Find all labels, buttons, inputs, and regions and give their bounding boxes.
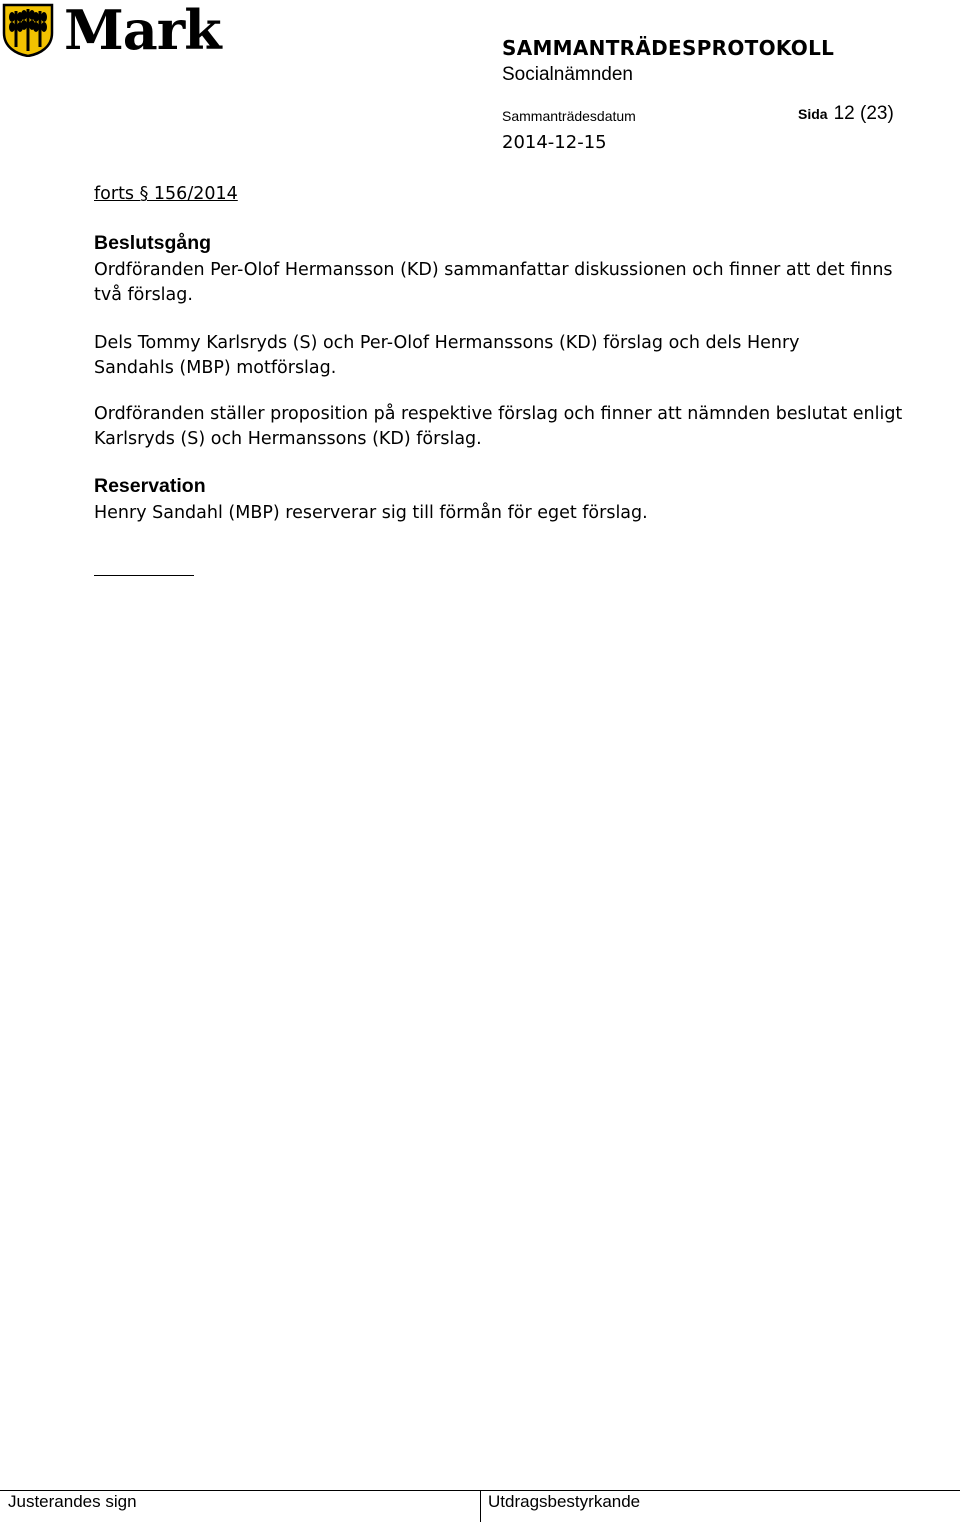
- department-name: Socialnämnden: [502, 64, 633, 85]
- heading-reservation: Reservation: [94, 475, 206, 497]
- page-indicator: [798, 103, 894, 125]
- heading-beslutsgang: Beslutsgång: [94, 232, 212, 254]
- paragraph-proposals: Dels Tommy Karlsryds (S) och Per-Olof Hermanssons (KD) förslag och dels Henry Sandahls (MBP) motförslag.: [94, 333, 800, 378]
- paragraph-reservation: Henry Sandahl (MBP) reserverar sig till förmån för eget förslag.: [94, 503, 648, 523]
- footer-divider: [480, 1490, 481, 1522]
- section-continuation: forts § 156/2014: [94, 184, 238, 204]
- page-label: Sida: [798, 106, 828, 122]
- paragraph-summary: Ordföranden Per-Olof Hermansson (KD) sammanfattar diskussionen och finner att det finns två förslag.: [94, 260, 893, 305]
- meeting-date: 2014-12-15: [502, 132, 607, 153]
- municipality-logo: [2, 0, 232, 62]
- footer-utdragsbestyrkande: Utdragsbestyrkande: [488, 1492, 641, 1511]
- meeting-date-label: Sammanträdesdatum: [502, 108, 636, 124]
- document-type-title: SAMMANTRÄDESPROTOKOLL: [502, 36, 835, 60]
- logo-wordmark: Mark: [64, 0, 221, 62]
- footer-justerandes-sign: Justerandes sign: [8, 1492, 137, 1511]
- page-number: 12 (23): [833, 103, 894, 124]
- paragraph-proposition: Ordföranden ställer proposition på respektive förslag och finner att nämnden beslutat enligt Karlsryds (S) och Hermanssons (KD) förslag.: [94, 404, 903, 449]
- section-end-rule: [94, 575, 194, 576]
- coat-of-arms-icon: [2, 3, 54, 57]
